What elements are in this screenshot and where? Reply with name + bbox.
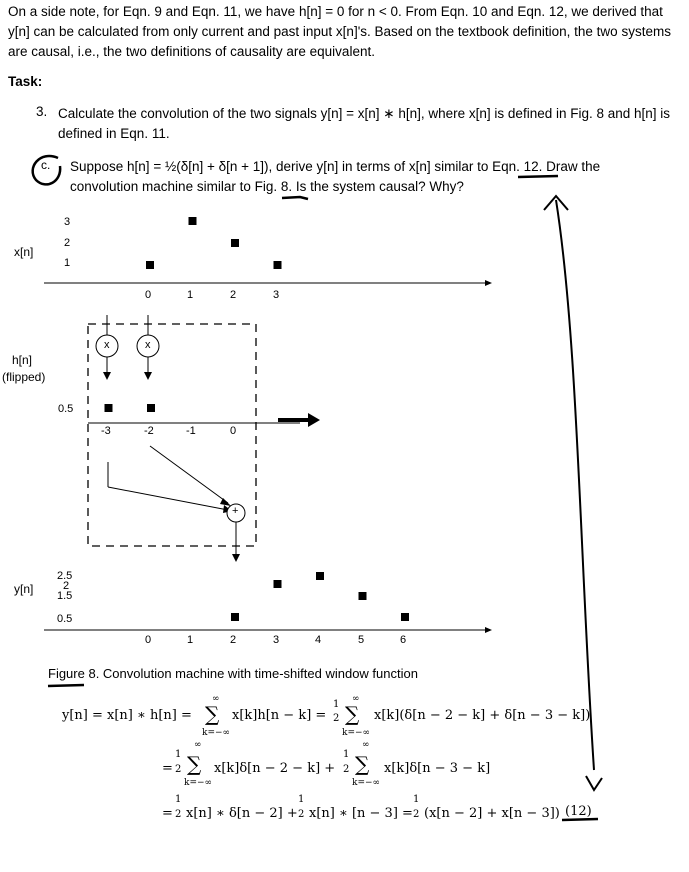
y-xtick: 5 — [358, 634, 365, 646]
handwritten-underline-eqn12 — [518, 176, 558, 177]
half-den: 2 — [413, 809, 420, 820]
multiplier-2-label: x — [145, 339, 151, 351]
half-num: 1 — [333, 699, 340, 710]
half-num: 1 — [413, 794, 420, 805]
eq-line2-a: x[k]δ[n − 2 − k] + — [214, 761, 336, 776]
h-xtick: -3 — [101, 425, 111, 437]
x-ytick: 1 — [64, 257, 71, 269]
x-xtick: 1 — [187, 289, 194, 301]
sum-sign: ∑ — [345, 702, 360, 726]
y-xtick: 2 — [230, 634, 237, 646]
half-num: 1 — [298, 794, 305, 805]
sum-bottom: k=−∞ — [184, 778, 213, 788]
sum-top: ∞ — [212, 694, 220, 704]
x-xtick: 2 — [230, 289, 237, 301]
half-num: 1 — [343, 749, 350, 760]
half-den: 2 — [298, 809, 305, 820]
summer-label: + — [232, 505, 239, 517]
eq-line2-eq: = — [162, 761, 173, 776]
half-den: 2 — [175, 764, 182, 775]
y-xtick: 6 — [400, 634, 407, 646]
data-point-x — [146, 261, 154, 269]
data-point-h — [147, 404, 155, 412]
y-axis-label: y[n] — [14, 582, 34, 596]
h-ytick: 0.5 — [58, 403, 74, 415]
y-ytick: 2.5 — [57, 570, 73, 582]
eq-line2-b: x[k]δ[n − 3 − k] — [384, 761, 491, 776]
handwritten-circle — [33, 156, 61, 184]
h-xtick: -1 — [186, 425, 196, 437]
h-xtick: 0 — [230, 425, 237, 437]
question-c-letter: c. — [41, 158, 51, 172]
data-point-x — [189, 217, 197, 225]
x-xtick: 0 — [145, 289, 152, 301]
handwritten-underline-figure — [48, 685, 84, 686]
data-point-y — [401, 613, 409, 621]
x-axis-label: x[n] — [14, 245, 34, 259]
half-den: 2 — [175, 809, 182, 820]
x-ytick: 2 — [64, 237, 71, 249]
data-point-h — [105, 404, 113, 412]
data-point-x — [231, 239, 239, 247]
sum-sign: ∑ — [205, 702, 220, 726]
h-xtick: -2 — [144, 425, 154, 437]
question-3-text: Calculate the convolution of the two signals y[n] = x[n] ∗ h[n], where x[n] is defined in Fig. 8 and h[n] is defined in Eqn. 11. — [58, 106, 671, 141]
sum-top: ∞ — [352, 694, 360, 704]
sum-top: ∞ — [194, 740, 202, 750]
y-xtick: 3 — [273, 634, 280, 646]
h-axis-label-2: (flipped) — [2, 370, 46, 384]
eq-line1-rhs: x[k](δ[n − 2 − k] + δ[n − 3 − k]) — [374, 708, 591, 723]
data-point-x — [274, 261, 282, 269]
data-point-y — [359, 592, 367, 600]
eq-line1-lhs: y[n] = x[n] ∗ h[n] = — [62, 708, 192, 723]
y-xtick: 0 — [145, 634, 152, 646]
eq-line3-eq: = — [162, 806, 173, 821]
question-number: 3. — [36, 104, 48, 119]
handwritten-underline-eqnum — [562, 819, 598, 820]
data-point-y — [231, 613, 239, 621]
intro-paragraph: On a side note, for Eqn. 9 and Eqn. 11, we have h[n] = 0 for n < 0. From Eqn. 10 and Eqn. 12, we derived that y[n] can be calculated from only current and past input x[n]'s. Based on the textbook definition, the two systems are causal, i.e., the two definitions of causality are equivalent. — [8, 4, 671, 59]
x-xtick: 3 — [273, 289, 280, 301]
eq-line1-mid: x[k]h[n − k] = — [232, 708, 327, 723]
handwritten-long-arrow — [556, 200, 594, 770]
half-den: 2 — [343, 764, 350, 775]
handwritten-underline-fig8 — [282, 197, 308, 199]
data-point-y — [274, 580, 282, 588]
y-xtick: 1 — [187, 634, 194, 646]
y-xtick: 4 — [315, 634, 322, 646]
eq-line3-b: x[n] ∗ [n − 3] = — [309, 806, 413, 821]
y-ytick: 2 — [63, 580, 70, 592]
sum-sign: ∑ — [355, 752, 370, 776]
y-ytick: 1.5 — [57, 590, 73, 602]
data-point-y — [316, 572, 324, 580]
sum-top: ∞ — [362, 740, 370, 750]
y-ytick: 0.5 — [57, 613, 73, 625]
eq-line3-a: x[n] ∗ δ[n − 2] + — [186, 806, 298, 821]
equation-number: (12) — [565, 804, 592, 819]
question-c-text: Suppose h[n] = ½(δ[n] + δ[n + 1]), derive y[n] in terms of x[n] similar to Eqn. 12. Draw the convolution machine similar to Fig. 8. Is the system causal? Why? — [70, 159, 601, 194]
eq-line3-c: (x[n − 2] + x[n − 3]) — [424, 806, 560, 821]
sum-bottom: k=−∞ — [202, 728, 231, 738]
x-ytick: 3 — [64, 216, 71, 228]
figure-caption: Figure 8. Convolution machine with time-shifted window function — [48, 666, 418, 681]
half-num: 1 — [175, 749, 182, 760]
h-axis-label: h[n] — [12, 353, 33, 367]
task-label: Task: — [8, 74, 43, 89]
half-den: 2 — [333, 713, 340, 724]
multiplier-1-label: x — [104, 339, 110, 351]
sum-sign: ∑ — [187, 752, 202, 776]
sum-bottom: k=−∞ — [342, 728, 371, 738]
half-num: 1 — [175, 794, 182, 805]
sum-bottom: k=−∞ — [352, 778, 381, 788]
